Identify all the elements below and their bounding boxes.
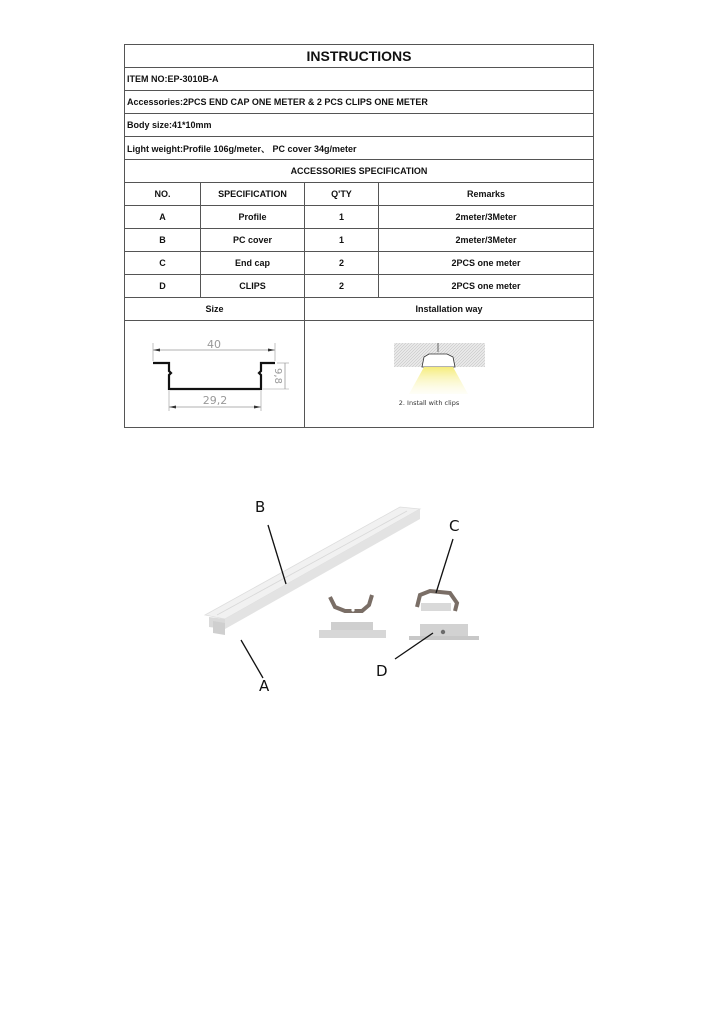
header-specification: SPECIFICATION	[201, 183, 305, 205]
callout-c: C	[449, 517, 460, 535]
light-weight-line: Light weight:Profile 106g/meter、 PC cover 34g/meter	[125, 137, 593, 160]
cell-spec: End cap	[201, 252, 305, 274]
installation-label: Installation way	[415, 304, 483, 314]
installation-drawing	[305, 321, 594, 427]
cell-qty: 1	[305, 229, 379, 251]
accessories-line: Accessories:2PCS END CAP ONE METER & 2 PCS CLIPS ONE METER	[125, 91, 593, 114]
cell-no: B	[125, 229, 201, 251]
callout-a: A	[259, 677, 270, 695]
table-row	[125, 275, 593, 298]
size-drawing	[125, 321, 305, 427]
table-row	[125, 229, 593, 252]
drawing-header-row	[125, 298, 593, 321]
installation-caption: 2. Install with clips	[398, 399, 460, 407]
page-title: INSTRUCTIONS	[125, 45, 593, 68]
instructions-sheet	[124, 44, 594, 428]
spec-heading: ACCESSORIES SPECIFICATION	[125, 160, 593, 183]
cell-qty: 2	[305, 275, 379, 297]
drawing-row	[125, 321, 593, 427]
table-row	[125, 206, 593, 229]
item-number: ITEM NO:EP-3010B-A	[125, 68, 593, 91]
cell-no: A	[125, 206, 201, 228]
cell-no: D	[125, 275, 201, 297]
callout-d: D	[376, 662, 388, 680]
cell-spec: Profile	[201, 206, 305, 228]
spec-header-row	[125, 183, 593, 206]
cell-qty: 1	[305, 206, 379, 228]
recessed-install-icon	[305, 321, 594, 427]
cell-remarks: 2PCS one meter	[451, 258, 521, 268]
cell-spec: PC cover	[201, 229, 305, 251]
header-remarks: Remarks	[466, 189, 506, 199]
cell-remarks: 2meter/3Meter	[455, 212, 517, 222]
cell-qty: 2	[305, 252, 379, 274]
profile-cross-section-icon	[125, 321, 304, 427]
svg-text:9,8: 9,8	[272, 368, 283, 384]
svg-text:29,2: 29,2	[202, 394, 228, 407]
size-label: Size	[125, 298, 305, 320]
cell-remarks: 2meter/3Meter	[455, 235, 517, 245]
table-row	[125, 252, 593, 275]
callout-b: B	[255, 498, 266, 516]
cell-no: C	[125, 252, 201, 274]
body-size-line: Body size:41*10mm	[125, 114, 593, 137]
header-no: NO.	[125, 183, 201, 205]
cell-remarks: 2PCS one meter	[451, 281, 521, 291]
cell-spec: CLIPS	[201, 275, 305, 297]
svg-text:40: 40	[207, 338, 221, 351]
header-qty: Q'TY	[305, 183, 379, 205]
